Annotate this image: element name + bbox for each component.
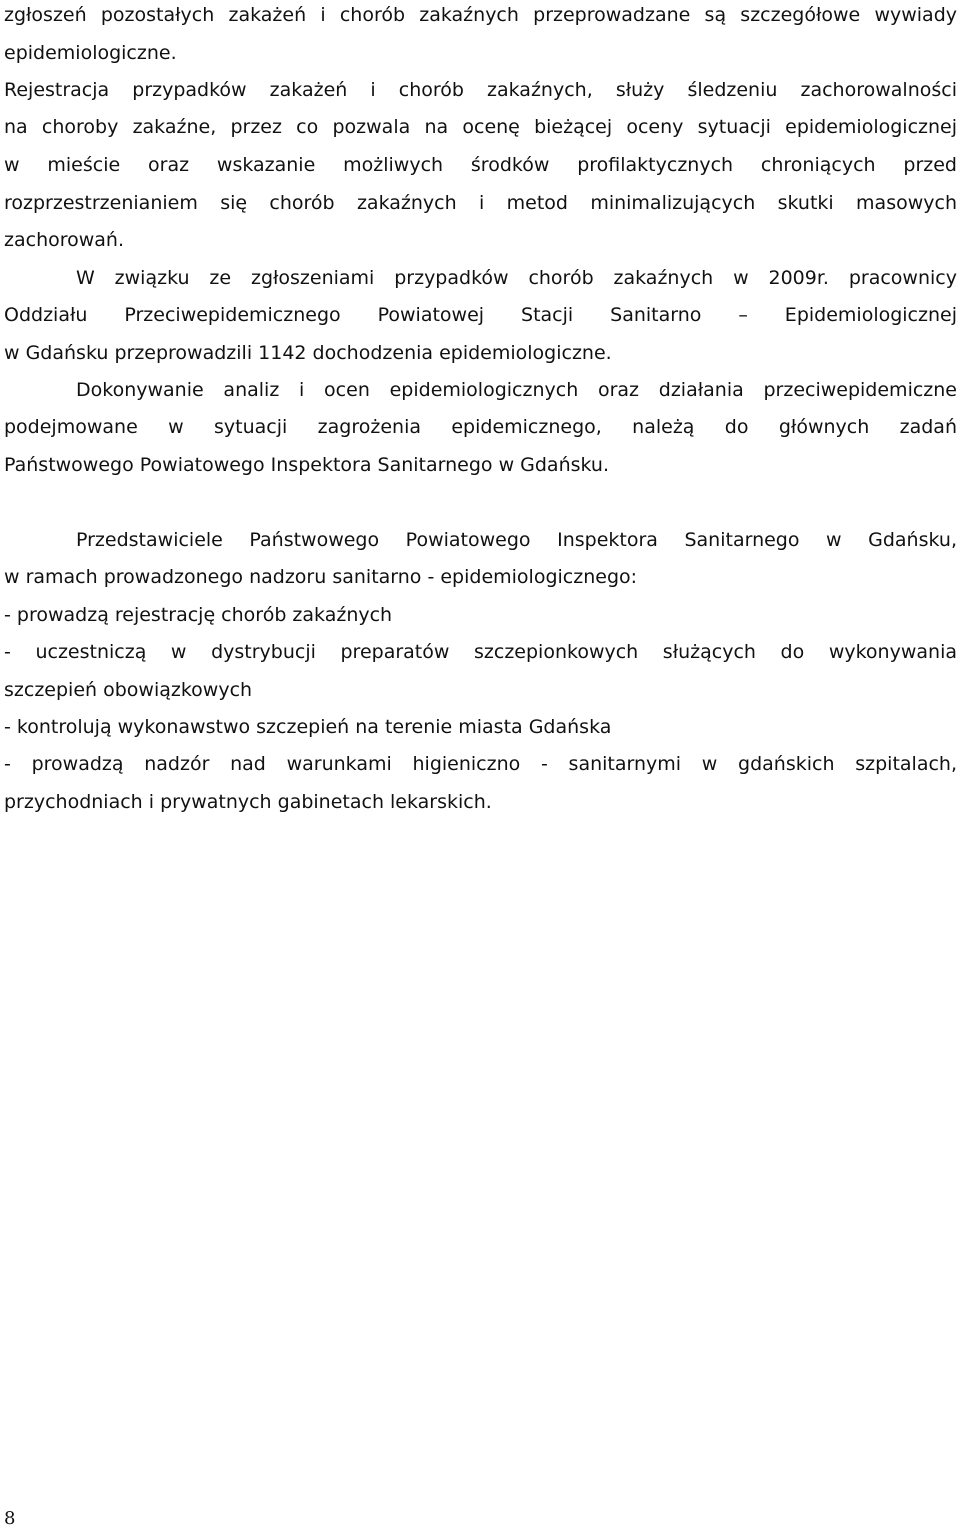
list-item-3: - kontrolują wykonawstwo szczepień na terenie miasta Gdańska [4, 716, 612, 738]
text-line-1: zgłoszeń pozostałych zakażeń i chorób zakaźnych przeprowadzane są szczegółowe wywiady [4, 4, 957, 26]
text-line-8: W związku ze zgłoszeniami przypadków chorób zakaźnych w 2009r. pracownicy [76, 267, 957, 289]
text-line-5: w mieście oraz wskazanie możliwych środków profilaktycznych chroniących przed [4, 154, 957, 176]
text-line-12: podejmowane w sytuacji zagrożenia epidemicznego, należą do głównych zadań [4, 416, 957, 438]
text-line-6: rozprzestrzenianiem się chorób zakaźnych i metod minimalizujących skutki masowych [4, 192, 957, 214]
text-line-15: w ramach prowadzonego nadzoru sanitarno - epidemiologicznego: [4, 566, 638, 588]
text-line-11: Dokonywanie analiz i ocen epidemiologicznych oraz działania przeciwepidemiczne [76, 379, 957, 401]
list-item-4-continuation: przychodniach i prywatnych gabinetach lekarskich. [4, 791, 492, 813]
list-item-4: - prowadzą nadzór nad warunkami higieniczno - sanitarnymi w gdańskich szpitalach, [4, 753, 957, 775]
text-line-14: Przedstawiciele Państwowego Powiatowego Inspektora Sanitarnego w Gdańsku, [76, 529, 957, 551]
text-line-13: Państwowego Powiatowego Inspektora Sanitarnego w Gdańsku. [4, 454, 610, 476]
page-number: 8 [4, 1508, 16, 1529]
text-line-7: zachorowań. [4, 229, 125, 251]
text-line-4: na choroby zakaźne, przez co pozwala na ocenę bieżącej oceny sytuacji epidemiologicznej [4, 116, 957, 138]
text-line-9: Oddziału Przeciwepidemicznego Powiatowej Stacji Sanitarno – Epidemiologicznej [4, 304, 957, 326]
text-line-3: Rejestracja przypadków zakażeń i chorób zakaźnych, służy śledzeniu zachorowalności [4, 79, 957, 101]
list-item-2: - uczestniczą w dystrybucji preparatów szczepionkowych służących do wykonywania [4, 641, 957, 663]
text-line-2: epidemiologiczne. [4, 42, 177, 64]
list-item-1: - prowadzą rejestrację chorób zakaźnych [4, 604, 393, 626]
list-item-2-continuation: szczepień obowiązkowych [4, 679, 253, 701]
text-line-10: w Gdańsku przeprowadzili 1142 dochodzenia epidemiologiczne. [4, 342, 612, 364]
